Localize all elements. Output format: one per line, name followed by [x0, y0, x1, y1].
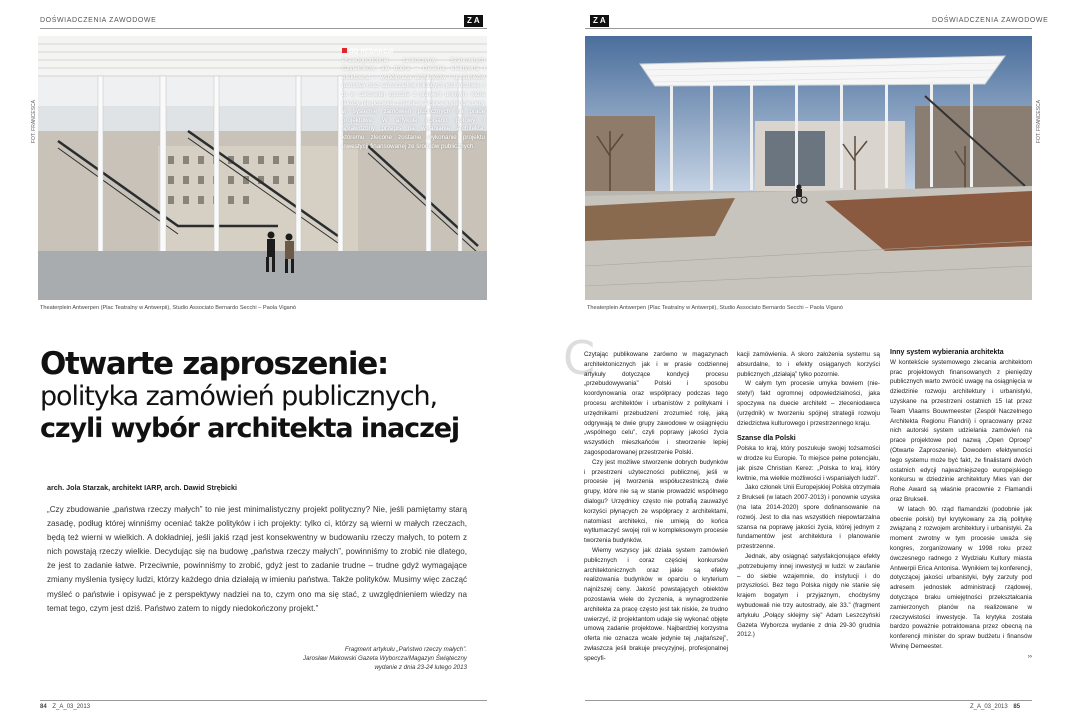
left-head-rule	[40, 28, 487, 29]
right-photo	[585, 36, 1032, 300]
article-lead: „Czy zbudowanie „państwa rzeczy małych” to nie jest minimalistyczny projekt polityczny? Nie, jeśli pamiętamy starą zasadę, podług której winniśmy oceniać także polityków i ich projekty: tylko ci, którzy są wierni w małych rzeczach, będą też wierni w wielkich. A dokładniej, jeśli jakiś rząd jest konsekwentny w budowaniu rzeczy małych, to potem z nich powstają rzeczy wielkie. Decydując się na budowę „państwa rzeczy małych”, powinniśmy to zrobić nie dlatego, że jest to zadanie łatwe. Przeciwnie, powinniśmy to zrobić, gdyż jest to zadanie trudne – trudne gdyż wymagające zmiany myślenia tysięcy ludzi, którzy każdego dnia działają w imieniu państwa. Także polityków. Musimy więc zacząć myśleć o państwie i opisywać je z perspektywy nadziei na to, czym ono ma się stać, z uwzględnieniem wiedzy na temat tego, czym jest dziś. Państwo zatem to nigdy niedokończony projekt.”	[47, 505, 467, 613]
editorial-text: Prawdopodobnie zaskoczymy Szanownych Czytelników, ale dobra – rzetelna, efektywna i efektowna – współpraca architektów i urzędników państwa oraz samorządów lokalnych jest możliwa. I to w całkowitej zgodzie z prawem unijnym, które jakoby nie pozwala zmienić w Polsce kryteriów ceny w systemie zamówień publicznych na prace projektowe. W artykule opisano gotowy i sprawdzony przepis na wyłanianie architekta, któremu zlecone zostanie wykonanie projektu inwestycji finansowanej ze środków publicznych.	[342, 56, 485, 150]
editorial-label: OD REDAKCJI	[349, 48, 394, 55]
col1-paragraph: Wiemy wszyscy jak działa system zamówień publicznych i coraz częściej konkursów architektonicznych oraz jakie są efekty realizowania budynków w oparciu o kryterium najniższej ceny. Jakość powstających obiektów pozostawia wiele do życzenia, a wynagrodzenie architekta za pracę często jest tak niskie, że trudno uwierzyć, iż projektantom udaje się wykonać objęte umową zadanie projektowe. Najbardziej korzystna oferta nie oznacza wcale jedynie tej „najtańszej”, zwłaszcza jeśli brakuje precyzyjnej, profesjonalnej specyfi-	[584, 546, 728, 662]
right-head-rule	[585, 28, 1032, 29]
col2b-paragraph: Jako członek Unii Europejskiej Polska otrzymała z Brukseli (w latach 2007-2013) i ponownie uzyska (na lata 2014-2020) spore dofinansowanie na rozwój. Jest to dla nas wszystkich niepowtarzalna szansa na poprawę jakości życia, której jednym z fundamentów jest architektura i planowanie przestrzenne.	[737, 484, 880, 551]
left-issue: Z_A_03_2013	[52, 704, 91, 710]
column-2-body	[737, 444, 880, 640]
source-line-2: Jarosław Makowski Gazeta Wyborcza/Magazyn Świąteczny	[302, 655, 467, 662]
body-column-1	[584, 350, 728, 664]
article-authors: arch. Jola Starzak, architekt IARP, arch. Dawid Strębicki	[47, 483, 238, 492]
right-running-head: DOŚWIADCZENIA ZAWODOWE	[932, 17, 1049, 24]
continue-mark: ››	[1027, 652, 1032, 660]
editorial-heading	[342, 48, 485, 57]
lead-source	[230, 645, 467, 672]
col1-paragraph: Czytając publikowane zarówno w magazynach architektonicznych jak i w prasie codziennej artykuły dotyczące kondycji procesu „przebudowywania” Polski i sposobu koordynowania oraz współpracy podczas tego procesu architektów i urbanistów z politykami i urzędnikami przebudzeni zrozumieć rolę, jaką odgrywają te dwie grupy zawodowe w osiągnięciu „wspólnego celu”, czyli poprawy jakości życia wszystkich mieszkańców i stworzenie lepiej zagospodarowanej przestrzenie Polski.	[584, 351, 728, 456]
heading-inny-system: Inny system wybierania architekta	[890, 349, 1004, 356]
column-3-body	[890, 358, 1032, 652]
title-line-3: czyli wybór architekta inaczej	[40, 413, 460, 444]
col2b-paragraph: Polska to kraj, który poszukuje swojej tożsamości w drodze ku Europie. To miejsce pełne potencjału, jak pisze Christian Kerez: „Polska to kraj, który kwitnie, ma wielkie możliwości i wspaniałych ludzi”.	[737, 445, 880, 482]
col1-paragraph: Czy jest możliwe stworzenie dobrych budynków i przestrzeni użyteczności publicznej, jeśli w procesie jej tworzenia współuczestniczą dwie grupy, które nie są w stanie prowadzić wspólnego dialogu? Urzędnicy często nie potrafią zauważyć korzyści płynących ze współpracy z architektami, natomiast architekci, nie umieją do końca wytłumaczyć swojej roli w kompleksowym procesie tworzenia budynków.	[584, 458, 728, 545]
left-folio	[40, 704, 90, 710]
col2a-paragraph: kacji zamówienia. A skoro założenia systemu są absurdalne, to i efekty osiąganych korzyści publicznych „działają” tylko pozornie.	[737, 351, 880, 378]
source-line-3: wydanie z dnia 23-24 lutego 2013	[374, 664, 467, 671]
left-photo-credit: FOT. FRANCESCA	[31, 100, 37, 144]
right-foot-rule	[585, 700, 1032, 701]
editorial-note	[342, 48, 485, 151]
theaterplein-photo-right	[585, 36, 1032, 300]
left-magazine-logo: Z A	[464, 15, 483, 27]
col2b-paragraph: Jednak, aby osiągnąć satysfakcjonujące efekty „potrzebujemy innej inwestycji w ludzi: w zaufanie – do siebie wzajemnie, do instytucji i do przyszłości. Bez tego Polska nigdy nie stanie się krajem bogatym i przyjaznym, choćbyśmy wybudowali nie trzy autostrady, ale 33.” (fragment artykułu „Połący sklejmy się” Adam Leszczyński Gazeta Wyborcza wydanie z dnia 29-30 grudnia 2012.)	[737, 552, 880, 639]
body-column-2	[737, 350, 880, 640]
body-column-3	[890, 348, 1032, 662]
right-magazine-logo: Z A	[590, 15, 609, 27]
right-issue: Z_A_03_2013	[970, 704, 1008, 710]
left-foot-rule	[40, 700, 487, 701]
right-folio	[970, 704, 1020, 710]
source-line-1: Fragment artykułu „Państwo rzeczy małych”.	[344, 646, 467, 653]
col2a-paragraph: W całym tym procesie umyka bowiem (nie-stety!) fakt ogromnej odpowiedzialności, jaka spoczywa na duecie architekt – zleceniodawca (urzędnik) w tworzeniu spójnej strategii rozwoju dziedzictwa kulturowego i przestrzennego kraju.	[737, 380, 880, 427]
title-line-1: Otwarte zaproszenie:	[40, 346, 389, 382]
col3-paragraph: W kontekście systemowego zlecania architektom prac projektowych finansowanych z pieniędzy publicznych warto zwrócić uwagę na osiągnięcia w dziedzinie rozwoju architektury i urbanistyki, uzyskane na przestrzeni ostatnich 15 lat przez Team Vlaams Bouwmeester (Zespół Naczelnego Architekta Regionu Flandrii) i opracowany przez nich autorski system udzielania zamówień na prace projektowe pod nazwą „Open Oproep” (Otwarte Zaproszenie). Dowodem efektywności tego systemu może być fakt, że finalistami dwóch ostatnich edycji najważniejszego europejskiego konkursu w dziedzinie architektury Mies van der Rohe Award są właśnie pracownie z Flamandii oraz Brukseli.	[890, 358, 1032, 503]
article-title	[40, 347, 490, 445]
right-photo-credit: FOT. FRANCESCA	[1036, 100, 1042, 144]
left-page-number: 84	[40, 704, 47, 710]
title-line-2: polityka zamówień publicznych,	[40, 381, 437, 412]
left-running-head: DOŚWIADCZENIA ZAWODOWE	[40, 17, 157, 24]
right-page-number: 85	[1013, 704, 1021, 710]
right-photo-caption: Theaterplein Antwerpen (Plac Teatralny w Antwerpii), Studio Associato Bernardo Secchi – Paola Viganò	[587, 305, 844, 311]
drop-cap: C	[563, 331, 596, 385]
heading-szanse-dla-polski: Szanse dla Polski	[737, 435, 796, 443]
col3-paragraph: W latach 90. rząd flamandzki (podobnie jak obecnie polski) był krytykowany za złą politykę związaną z rozwojem architektury i urbanistyki. Za moment zwrotny w tym procesie uważa się kongres, zorganizowany w 1998 roku przez ówczesnego radnego z Wydziału Kultury miasta Antwerpii Erica Antonisa. Wynikiem tej konferencji, dotyczącej jakości urbanistyki, były zarzuty pod adresem jednostek administracji rządowej, dotyczące braku umiejętności przekształcania zamierzonych planów na realizowane w rzeczywistości inwestycje. Ta krytyka została bardzo poważnie potraktowana przez obecną na konferencji minister do spraw budżetu i finansów Wivinę Demeester.	[890, 505, 1032, 650]
column-2-intro	[737, 350, 880, 428]
red-square-icon	[342, 48, 347, 53]
left-photo-caption: Theaterplein Antwerpen (Plac Teatralny w Antwerpii), Studio Associato Bernardo Secchi – Paola Viganò	[40, 305, 297, 311]
